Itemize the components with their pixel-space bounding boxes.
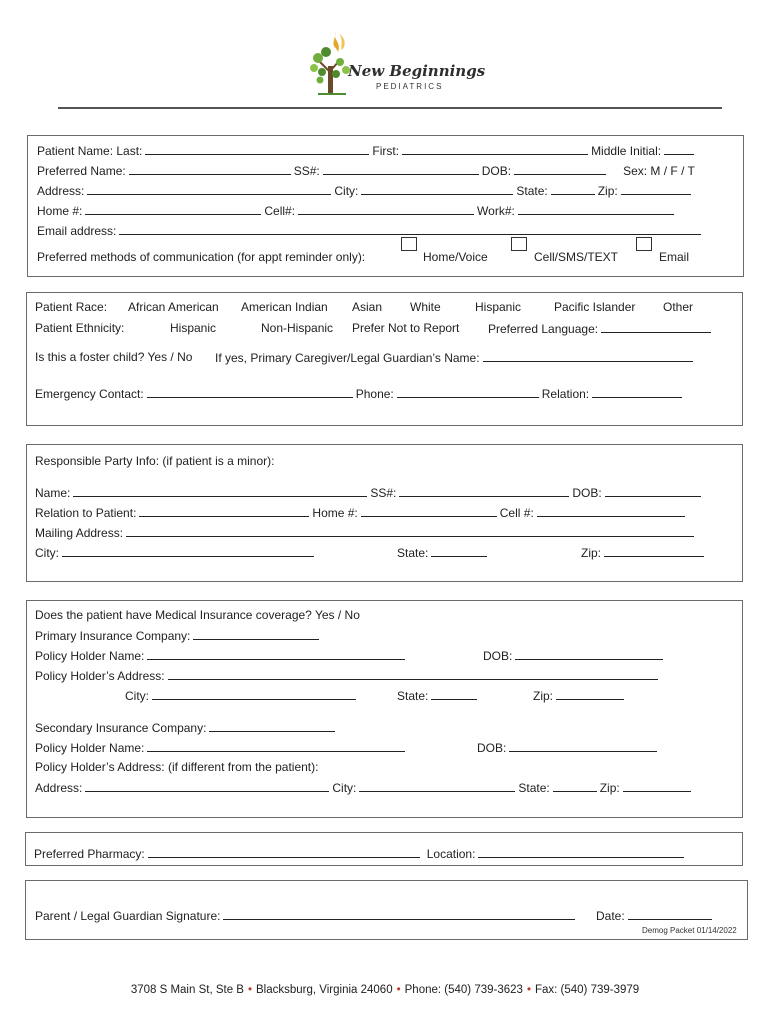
last-name-label: Patient Name: Last: bbox=[37, 144, 143, 158]
policy-holder-dob-field[interactable] bbox=[515, 648, 663, 660]
policy-holder-address-label: Policy Holder’s Address: bbox=[35, 669, 165, 683]
state-label: State: bbox=[516, 184, 548, 198]
footer-phone: Phone: (540) 739-3623 bbox=[404, 984, 523, 996]
signature-date-field[interactable] bbox=[628, 908, 712, 920]
insurance-question[interactable]: Does the patient have Medical Insurance coverage? Yes / No bbox=[35, 608, 360, 622]
pharmacy-label: Preferred Pharmacy: bbox=[34, 847, 145, 861]
policy-holder2-dob-label: DOB: bbox=[477, 741, 507, 755]
resp-relation-label: Relation to Patient: bbox=[35, 506, 137, 520]
zip-field[interactable] bbox=[621, 183, 691, 195]
ins-city2-label: City: bbox=[332, 781, 357, 795]
footer: 3708 S Main St, Ste B • Blacksburg, Virginia 24060 • Phone: (540) 739-3623 • Fax: (540) 739-3979 bbox=[130, 984, 640, 996]
race-label: Patient Race: bbox=[35, 300, 108, 314]
primary-insurance-label: Primary Insurance Company: bbox=[35, 629, 191, 643]
pharmacy-location-label: Location: bbox=[426, 847, 476, 861]
address-field[interactable] bbox=[87, 183, 331, 195]
home-phone-field[interactable] bbox=[85, 203, 261, 215]
emergency-relation-label: Relation: bbox=[541, 387, 590, 401]
policy-holder2-address-label: Policy Holder’s Address: (if different from the patient): bbox=[35, 760, 319, 774]
ins-city-field[interactable] bbox=[152, 688, 356, 700]
signature-date-label: Date: bbox=[596, 909, 625, 923]
ss-field[interactable] bbox=[323, 163, 479, 175]
preferred-name-label: Preferred Name: bbox=[37, 164, 126, 178]
ins-state2-label: State: bbox=[518, 781, 550, 795]
resp-ss-field[interactable] bbox=[399, 485, 569, 497]
logo bbox=[300, 26, 486, 102]
work-phone-label: Work#: bbox=[477, 204, 515, 218]
resp-relation-field[interactable] bbox=[139, 505, 309, 517]
emergency-phone-label: Phone: bbox=[355, 387, 394, 401]
resp-mailing-field[interactable] bbox=[126, 525, 694, 537]
policy-holder-dob-label: DOB: bbox=[483, 649, 513, 663]
ins-state-field[interactable] bbox=[431, 688, 477, 700]
home-voice-label: Home/Voice bbox=[423, 250, 488, 264]
communication-label: Preferred methods of communication (for appt reminder only): bbox=[37, 250, 366, 264]
city-field[interactable] bbox=[361, 183, 513, 195]
policy-holder-field[interactable] bbox=[147, 648, 405, 660]
work-phone-field[interactable] bbox=[518, 203, 674, 215]
ins-zip2-label: Zip: bbox=[599, 781, 620, 795]
footer-city: Blacksburg, Virginia 24060 bbox=[256, 984, 393, 996]
footer-address: 3708 S Main St, Ste B bbox=[130, 984, 244, 996]
resp-state-field[interactable] bbox=[431, 545, 487, 557]
dob-label: DOB: bbox=[481, 164, 512, 178]
emergency-phone-field[interactable] bbox=[397, 386, 539, 398]
preferred-name-field[interactable] bbox=[129, 163, 291, 175]
ins-address-label: Address: bbox=[35, 781, 83, 795]
ins-zip2-field[interactable] bbox=[623, 780, 691, 792]
resp-cell-field[interactable] bbox=[537, 505, 685, 517]
signature-label: Parent / Legal Guardian Signature: bbox=[35, 909, 221, 923]
emergency-contact-field[interactable] bbox=[147, 386, 353, 398]
revision-note: Demog Packet 01/14/2022 bbox=[642, 926, 737, 935]
policy-holder2-field[interactable] bbox=[147, 740, 405, 752]
race-option[interactable]: American Indian bbox=[241, 300, 328, 314]
emergency-relation-field[interactable] bbox=[592, 386, 682, 398]
last-name-field[interactable] bbox=[145, 143, 369, 155]
resp-zip-field[interactable] bbox=[604, 545, 704, 557]
race-option[interactable]: Hispanic bbox=[475, 300, 522, 314]
ins-zip-field[interactable] bbox=[556, 688, 624, 700]
ss-label: SS#: bbox=[293, 164, 320, 178]
policy-holder-label: Policy Holder Name: bbox=[35, 649, 145, 663]
ins-address-field[interactable] bbox=[85, 780, 329, 792]
first-name-label: First: bbox=[372, 144, 400, 158]
sex-label[interactable]: Sex: M / F / T bbox=[623, 164, 695, 178]
ins-state-label: State: bbox=[397, 689, 429, 703]
secondary-insurance-field[interactable] bbox=[209, 720, 335, 732]
state-field[interactable] bbox=[551, 183, 595, 195]
ethnicity-option[interactable]: Non-Hispanic bbox=[261, 321, 334, 335]
zip-label: Zip: bbox=[597, 184, 618, 198]
race-option[interactable]: African American bbox=[128, 300, 219, 314]
ins-city-label: City: bbox=[125, 689, 149, 703]
address-label: Address: bbox=[37, 184, 85, 198]
policy-holder2-label: Policy Holder Name: bbox=[35, 741, 145, 755]
email-checkbox[interactable] bbox=[636, 237, 652, 251]
resp-name-field[interactable] bbox=[73, 485, 367, 497]
resp-cell-label: Cell #: bbox=[499, 506, 534, 520]
guardian-field[interactable] bbox=[483, 350, 693, 362]
resp-name-label: Name: bbox=[35, 486, 71, 500]
home-voice-checkbox[interactable] bbox=[401, 237, 417, 251]
cell-phone-field[interactable] bbox=[298, 203, 474, 215]
language-label: Preferred Language: bbox=[488, 322, 599, 336]
language-field[interactable] bbox=[601, 321, 711, 333]
resp-zip-label: Zip: bbox=[581, 546, 602, 560]
resp-mailing-label: Mailing Address: bbox=[35, 526, 124, 540]
ethnicity-option[interactable]: Prefer Not to Report bbox=[352, 321, 460, 335]
ins-zip-label: Zip: bbox=[533, 689, 554, 703]
pharmacy-location-field[interactable] bbox=[478, 846, 684, 858]
header-divider bbox=[58, 107, 722, 109]
ethnicity-label: Patient Ethnicity: bbox=[35, 321, 125, 335]
resp-state-label: State: bbox=[397, 546, 429, 560]
race-option[interactable]: Asian bbox=[352, 300, 383, 314]
footer-fax: Fax: (540) 739-3979 bbox=[534, 984, 640, 996]
responsible-title: Responsible Party Info: (if patient is a minor): bbox=[35, 454, 275, 468]
home-phone-label: Home #: bbox=[37, 204, 83, 218]
race-option[interactable]: White bbox=[410, 300, 441, 314]
resp-home-label: Home #: bbox=[312, 506, 358, 520]
resp-city-field[interactable] bbox=[62, 545, 314, 557]
brand-name: New Beginnings bbox=[348, 62, 486, 80]
resp-ss-label: SS#: bbox=[370, 486, 397, 500]
ins-city2-field[interactable] bbox=[359, 780, 515, 792]
brand-sub: PEDIATRICS bbox=[376, 82, 444, 91]
resp-dob-field[interactable] bbox=[605, 485, 701, 497]
city-label: City: bbox=[334, 184, 359, 198]
race-option[interactable]: Other bbox=[663, 300, 694, 314]
cell-sms-label: Cell/SMS/TEXT bbox=[534, 250, 619, 264]
first-name-field[interactable] bbox=[402, 143, 588, 155]
middle-initial-label: Middle Initial: bbox=[591, 144, 662, 158]
email-field[interactable] bbox=[119, 223, 701, 235]
signature-field[interactable] bbox=[223, 908, 575, 920]
secondary-insurance-label: Secondary Insurance Company: bbox=[35, 721, 207, 735]
policy-holder-address-field[interactable] bbox=[168, 668, 658, 680]
resp-dob-label: DOB: bbox=[572, 486, 602, 500]
foster-question[interactable]: Is this a foster child? Yes / No bbox=[35, 350, 193, 364]
ethnicity-option[interactable]: Hispanic bbox=[170, 321, 217, 335]
email-label: Email address: bbox=[37, 224, 117, 238]
race-option[interactable]: Pacific Islander bbox=[554, 300, 636, 314]
email-option-label: Email bbox=[659, 250, 690, 264]
ins-state2-field[interactable] bbox=[553, 780, 597, 792]
dob-field[interactable] bbox=[514, 163, 606, 175]
cell-phone-label: Cell#: bbox=[264, 204, 296, 218]
resp-city-label: City: bbox=[35, 546, 59, 560]
pharmacy-field[interactable] bbox=[148, 846, 420, 858]
cell-sms-checkbox[interactable] bbox=[511, 237, 527, 251]
guardian-label: If yes, Primary Caregiver/Legal Guardian’s Name: bbox=[215, 351, 480, 365]
resp-home-field[interactable] bbox=[361, 505, 497, 517]
policy-holder2-dob-field[interactable] bbox=[509, 740, 657, 752]
middle-initial-field[interactable] bbox=[664, 143, 694, 155]
emergency-contact-label: Emergency Contact: bbox=[35, 387, 144, 401]
primary-insurance-field[interactable] bbox=[193, 628, 319, 640]
